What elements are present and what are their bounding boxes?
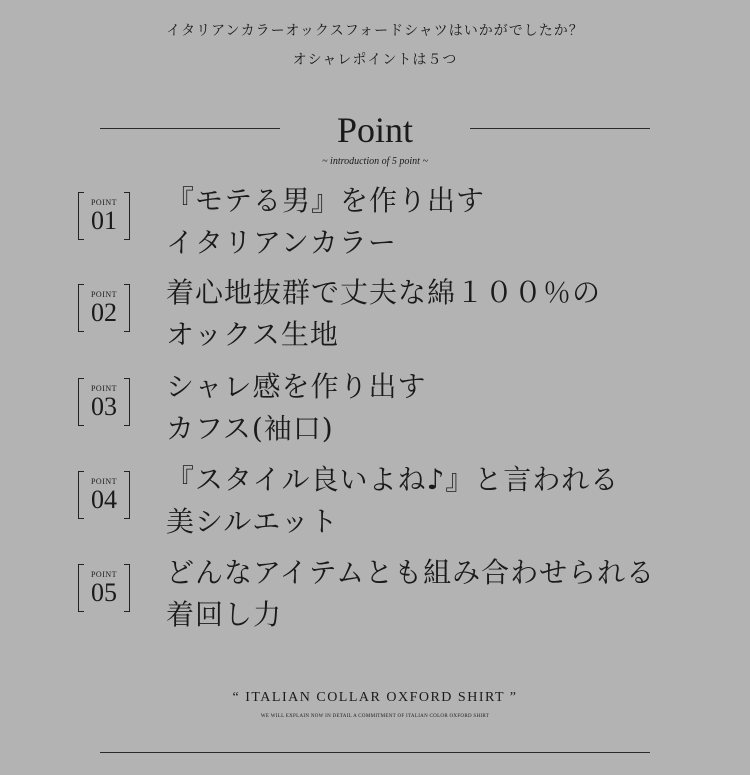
badge-label: POINT	[90, 570, 118, 579]
point-text	[166, 180, 726, 264]
section-title: Point	[336, 110, 414, 150]
point-line: シャレ感を作り出す	[166, 370, 427, 403]
point-line: 着回し力	[166, 598, 283, 631]
point-line: 美シルエット	[166, 505, 339, 538]
point-badge	[78, 471, 130, 519]
point-item-03	[78, 366, 718, 446]
footer-subtitle: WE WILL EXPLAIN NOW IN DETAIL A COMMITMENT OF ITALIAN COLOR OXFORD SHIRT	[260, 714, 490, 719]
point-line: 着心地抜群で丈夫な綿１００％の	[166, 276, 602, 309]
point-line: イタリアンカラー	[166, 226, 397, 259]
badge-label: POINT	[90, 290, 118, 299]
point-badge	[78, 284, 130, 332]
point-badge	[78, 192, 130, 240]
point-line: カフス(袖口)	[166, 412, 334, 445]
point-line: どんなアイテムとも組み合わせられる	[166, 556, 656, 589]
section-subtitle: ~ introduction of 5 point ~	[322, 156, 428, 167]
badge-label: POINT	[90, 477, 118, 486]
footer-title: “ ITALIAN COLLAR OXFORD SHIRT ”	[232, 690, 518, 705]
badge-number: 03	[91, 392, 117, 421]
point-item-05	[78, 552, 718, 632]
point-text	[166, 366, 726, 450]
badge-label: POINT	[90, 198, 118, 207]
point-item-02	[78, 272, 718, 352]
intro-line-1: イタリアンカラーオックスフォードシャツはいかがでしたか？	[166, 23, 584, 39]
point-item-01	[78, 180, 718, 260]
footer-rule	[100, 752, 650, 753]
point-line: 『スタイル良いよね♪』と言われる	[166, 463, 620, 496]
point-text	[166, 459, 726, 543]
point-text	[166, 552, 726, 636]
point-text	[166, 272, 726, 356]
point-badge	[78, 378, 130, 426]
badge-number: 05	[91, 578, 117, 607]
badge-number: 01	[91, 206, 117, 235]
point-line: 『モテる男』を作り出す	[166, 184, 486, 217]
badge-number: 02	[91, 298, 117, 327]
point-item-04	[78, 459, 718, 539]
badge-label: POINT	[90, 384, 118, 393]
point-line: オックス生地	[166, 318, 339, 351]
point-badge	[78, 564, 130, 612]
intro-line-2: オシャレポイントは５つ	[292, 52, 458, 68]
badge-number: 04	[91, 485, 117, 514]
